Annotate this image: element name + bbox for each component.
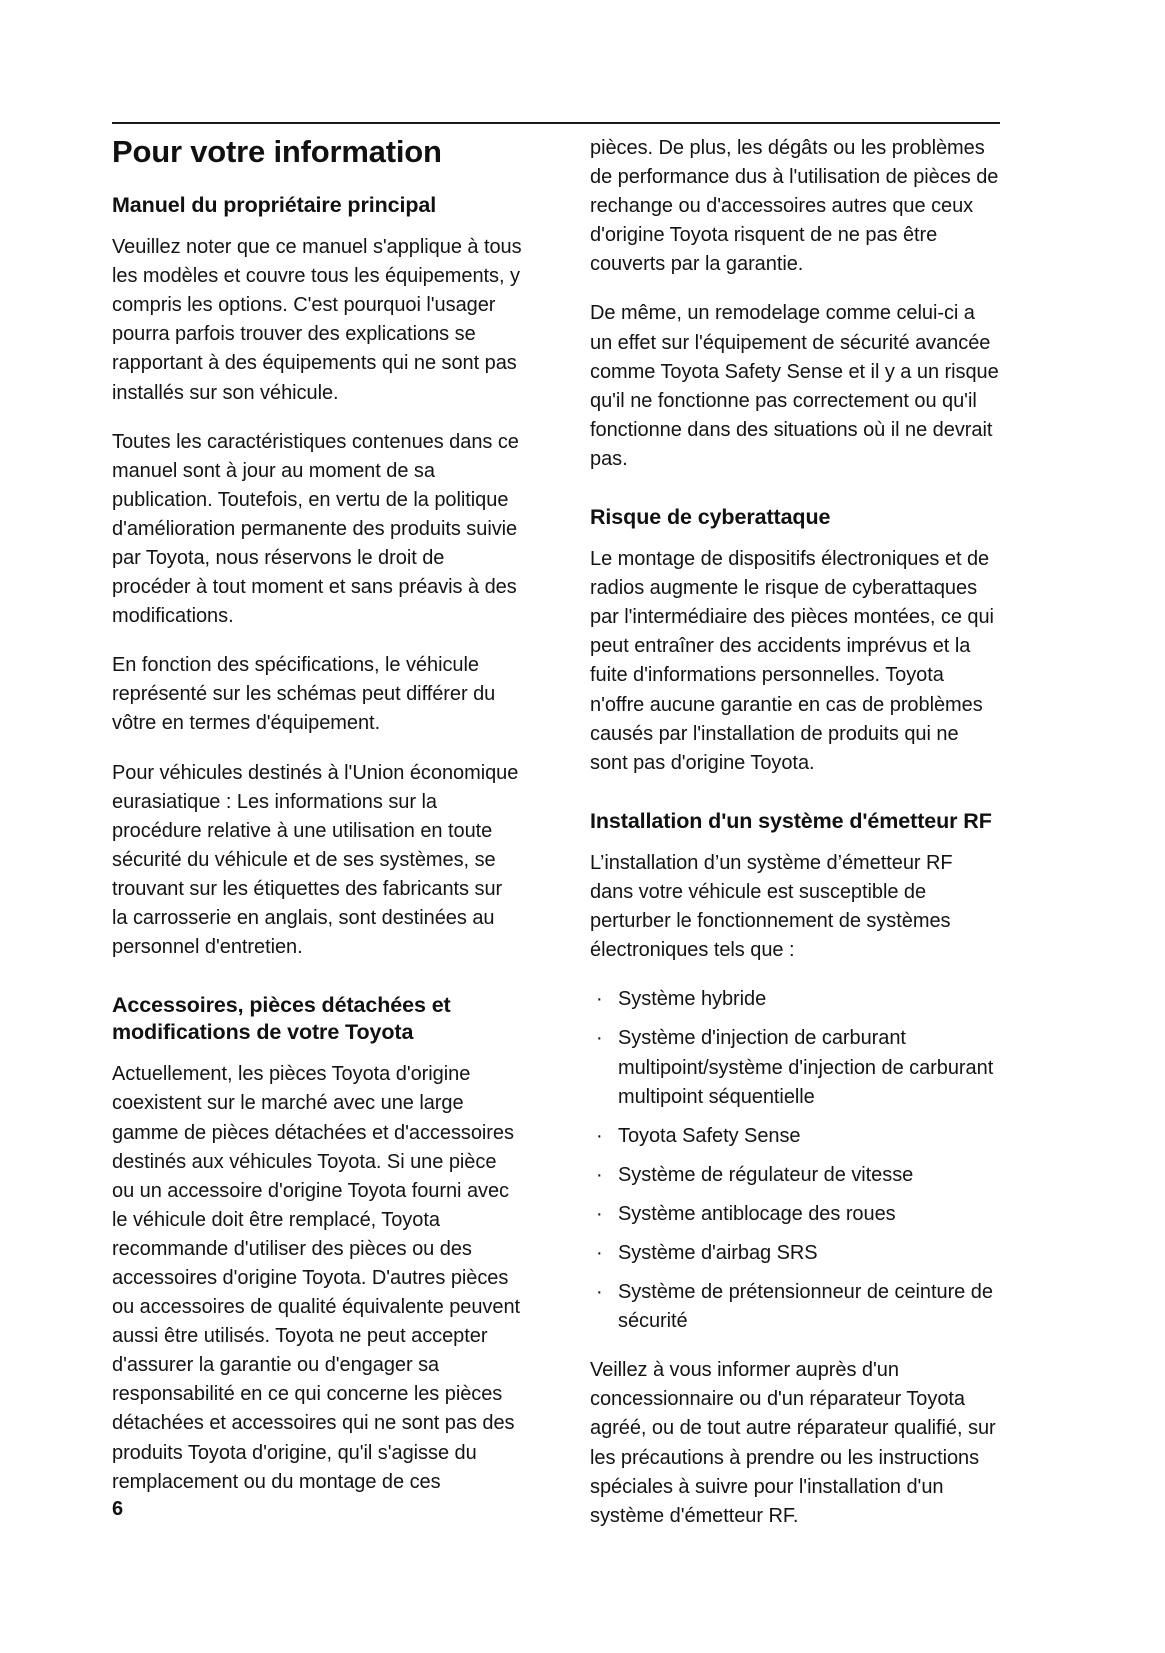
paragraph-cyberattaque-1: Le montage de dispositifs électroniques et de radios augmente le risque de cyberattaques par l'intermédiaire des pièces montées, ce qui peut entraîner des accidents imprévus et la fuite d'informations personnelles. Toyota n'offre aucune garantie en cas de problèmes causés par l'installation de produits qui ne sont pas d'origine Toyota. [590,548,994,774]
paragraph-manuel-1: Veuillez noter que ce manuel s'applique à tous les modèles et couvre tous les équipements, y compris les options. C'est pourquoi l'usager pourra parfois trouver des explications se rapportant à des équipements qui ne sont pas installés sur son véhicule. [112,236,522,404]
list-item [590,1122,1000,1151]
right-column [590,134,1000,1531]
page-number: 6 [112,1498,124,1520]
section-heading-manuel-proprietaire: Manuel du propriétaire principal [112,192,437,217]
rf-affected-systems-list [590,985,1000,1336]
list-item-label: Système antiblocage des roues [618,1202,896,1225]
section-heading-emetteur-rf: Installation d'un système d'émetteur RF [590,808,992,833]
list-item [590,1200,1000,1229]
list-item-label: Toyota Safety Sense [618,1124,801,1147]
bullet-dot-icon: · [596,1202,603,1225]
bullet-dot-icon: · [596,1241,603,1264]
paragraph-emetteur-rf-closing: Veillez à vous informer auprès d'un concessionnaire ou d'un réparateur Toyota agréé, ou de tout autre réparateur qualifié, sur les précautions à prendre ou les instructions spéciales à suivre pour l'installation d'un système d'émetteur RF. [590,1359,996,1527]
bullet-dot-icon: · [596,1027,603,1050]
list-item-label: Système d'airbag SRS [618,1241,818,1264]
section-heading-accessoires: Accessoires, pièces détachées et modifications de votre Toyota [112,993,451,1045]
list-item-label: Système d'injection de carburant multipoint/système d'injection de carburant multipoint séquentielle [618,1027,994,1108]
bullet-dot-icon: · [596,1163,603,1186]
bullet-dot-icon: · [596,988,603,1011]
list-item [590,1024,1000,1111]
header-rule-divider [112,122,1000,124]
paragraph-emetteur-rf-intro: L’installation d’un système d’émetteur RF dans votre véhicule est susceptible de perturber le fonctionnement de systèmes électroniques tels que : [590,851,953,962]
list-item-label: Système de régulateur de vitesse [618,1163,914,1186]
left-column [112,134,522,1497]
list-item-label: Système hybride [618,988,767,1011]
list-item-label: Système de prétensionneur de ceinture de sécurité [618,1281,993,1333]
list-item [590,1278,1000,1336]
list-item [590,1161,1000,1190]
paragraph-manuel-4: Pour véhicules destinés à l'Union économique eurasiatique : Les informations sur la procédure relative à une utilisation en toute sécurité du véhicule et de ses systèmes, se trouvant sur les étiquettes des fabricants sur la carrosserie en anglais, sont destinées au personnel d'entretien. [112,761,519,959]
bullet-dot-icon: · [596,1124,603,1147]
section-heading-cyberattaque: Risque de cyberattaque [590,505,831,530]
paragraph-accessoires-continued-1: pièces. De plus, les dégâts ou les problèmes de performance dus à l'utilisation de pièces de rechange ou d'accessoires autres que ceux d'origine Toyota risquent de ne pas être couverts par la garantie. [590,137,999,276]
page-title: Pour votre information [112,134,442,169]
paragraph-manuel-2: Toutes les caractéristiques contenues dans ce manuel sont à jour au moment de sa publication. Toutefois, en vertu de la politique d'amélioration permanente des produits suivie par Toyota, nous réservons le droit de procéder à tout moment et sans préavis à des modifications. [112,430,519,628]
bullet-dot-icon: · [596,1281,603,1304]
paragraph-manuel-3: En fonction des spécifications, le véhicule représenté sur les schémas peut différer du vôtre en termes d'équipement. [112,654,496,735]
paragraph-accessoires-continued-2: De même, un remodelage comme celui-ci a un effet sur l'équipement de sécurité avancée comme Toyota Safety Sense et il y a un risque qu'il ne fonctionne pas correctement ou qu'il fonctionne dans des situations où il ne devrait pas. [590,302,999,470]
list-item [590,1239,1000,1268]
paragraph-accessoires-1: Actuellement, les pièces Toyota d'origine coexistent sur le marché avec une large gamme de pièces détachées et d'accessoires destinés aux véhicules Toyota. Si une pièce ou un accessoire d'origine Toyota fourni avec le véhicule doit être remplacé, Toyota recommande d'utiliser des pièces ou des accessoires d'origine Toyota. D'autres pièces ou accessoires de qualité équivalente peuvent aussi être utilisés. Toyota ne peut accepter d'assurer la garantie ou d'engager sa responsabilité en ce qui concerne les pièces détachées et accessoires qui ne sont pas des produits Toyota d'origine, qu'il s'agisse du remplacement ou du montage de ces [112,1063,521,1493]
list-item [590,985,1000,1014]
two-column-content [112,134,1000,1531]
